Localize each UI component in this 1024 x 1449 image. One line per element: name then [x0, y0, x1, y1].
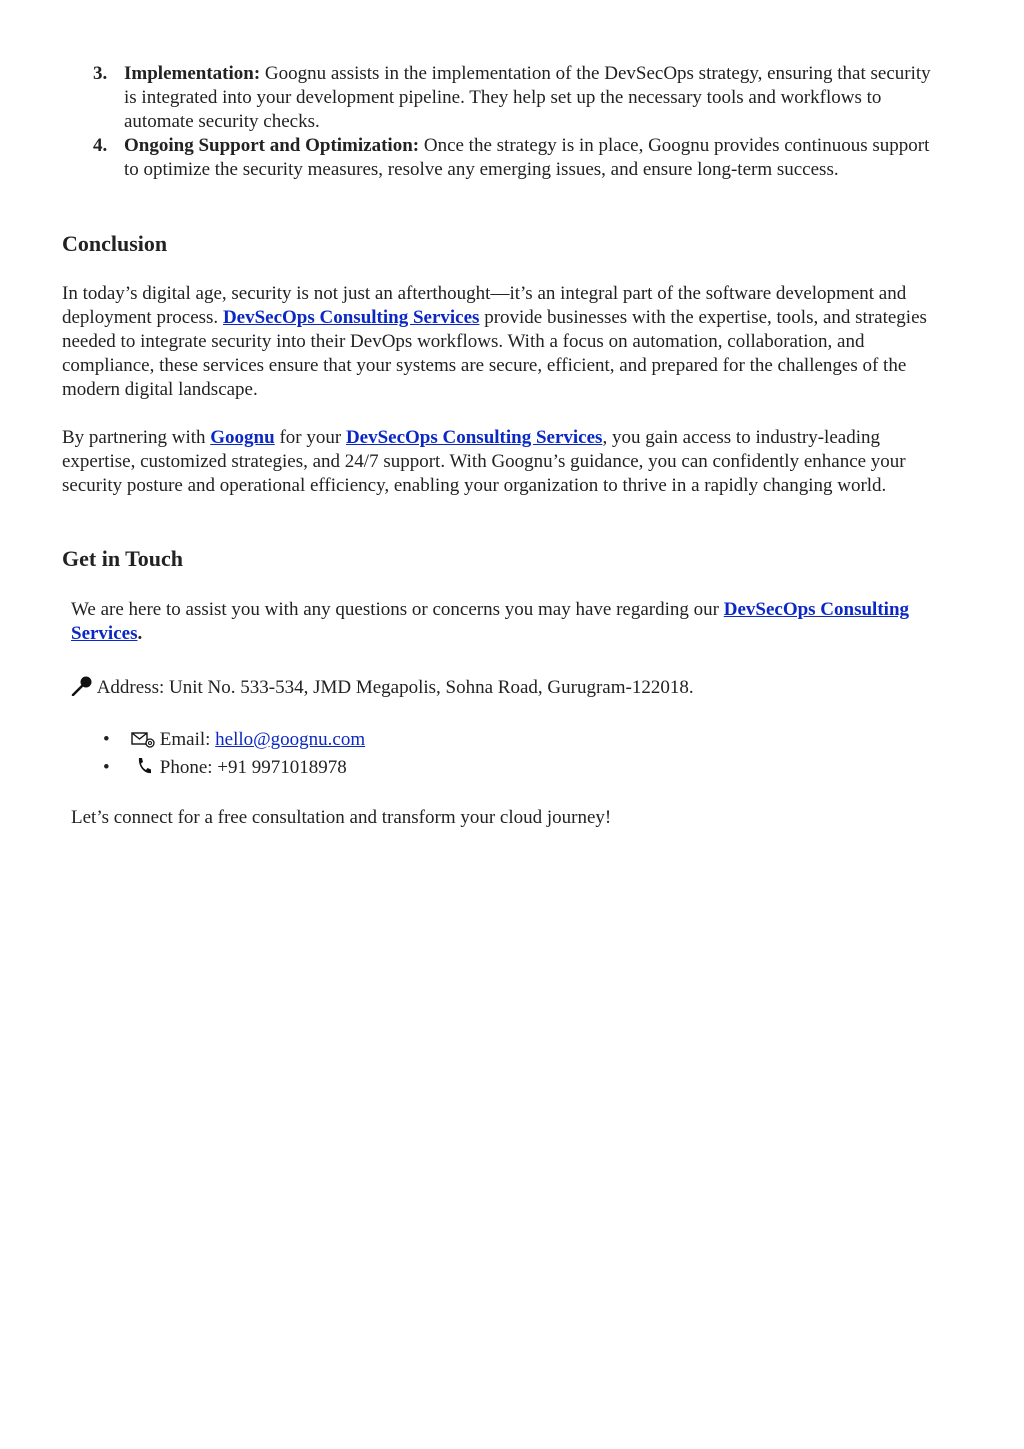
address-text: Address: Unit No. 533-534, JMD Megapolis, Sohna Road, Gurugram-122018.: [96, 677, 694, 698]
list-item-phone: [71, 756, 365, 784]
phone-text: Phone: +91 9971018978: [159, 757, 347, 778]
goognu-link[interactable]: Goognu: [210, 427, 275, 448]
paragraph-text: By partnering with: [62, 427, 211, 448]
list-item-ongoing-support: [62, 134, 942, 182]
get-in-touch-heading: Get in Touch: [62, 546, 184, 571]
pin-icon: [71, 676, 93, 703]
period: .: [137, 623, 143, 644]
devsecops-link[interactable]: DevSecOps Consulting Services: [222, 307, 480, 328]
paragraph-text: provide businesses with the expertise, tools, and strategies needed to integrate security into their DevOps workflows. With a focus on automation, collaboration, and compliance, these services ensure that your systems are secure, efficient, and prepared for the challenges of the modern digital landscape.: [62, 307, 927, 400]
step-title: Implementation:: [124, 63, 261, 84]
paragraph-text: We are here to assist you with any questions or concerns you may have regarding our: [71, 599, 724, 620]
touch-intro: [71, 598, 931, 646]
step-text: Goognu assists in the implementation of the DevSecOps strategy, ensuring that security is integrated into your development pipeline. They help set up the necessary tools and workflows to automate security checks.: [124, 63, 931, 132]
bullet: •: [103, 757, 110, 778]
conclusion-paragraph-1: [62, 282, 957, 402]
conclusion-heading: Conclusion: [62, 231, 168, 256]
step-title: Ongoing Support and Optimization:: [124, 135, 420, 156]
list-number: 3.: [93, 63, 108, 84]
list-item-email: [71, 728, 365, 756]
email-label: Email:: [159, 729, 216, 750]
list-item-implementation: [62, 62, 942, 134]
step-text: Once the strategy is in place, Goognu provides continuous support to optimize the security measures, resolve any emerging issues, and ensure long-term success.: [124, 135, 930, 180]
paragraph-text: for your: [274, 427, 346, 448]
email-icon: [131, 730, 155, 755]
email-link[interactable]: hello@goognu.com: [215, 729, 366, 750]
steps-list: [62, 62, 942, 182]
phone-icon: [131, 756, 155, 783]
contact-list: [71, 728, 365, 784]
paragraph-text: , you gain access to industry-leading expertise, customized strategies, and 24/7 support. With Goognu’s guidance, you can confidently enhance your security posture and operational efficiency, enabling your organization to thrive in a rapidly changing world.: [62, 427, 906, 496]
conclusion-paragraph-2: [62, 426, 957, 498]
devsecops-link[interactable]: DevSecOps Consulting Services: [71, 599, 910, 644]
list-number: 4.: [93, 135, 108, 156]
paragraph-text: In today’s digital age, security is not just an afterthought—it’s an integral part of the software development and deployment process.: [62, 283, 907, 328]
address-line: [71, 676, 931, 703]
devsecops-link[interactable]: DevSecOps Consulting Services: [345, 427, 603, 448]
bullet: •: [103, 729, 110, 750]
closing-line: Let’s connect for a free consultation and transform your cloud journey!: [71, 807, 612, 828]
